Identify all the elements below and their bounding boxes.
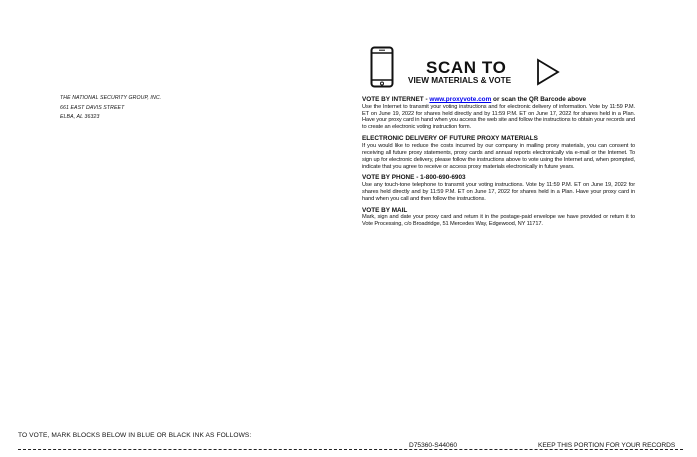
- section-vote-by-internet: [362, 96, 635, 131]
- document-code: D75360-S44060: [409, 442, 458, 449]
- section-heading: VOTE BY PHONE - 1-800-690-6903: [362, 174, 466, 182]
- play-arrow-icon: [536, 58, 560, 86]
- section-vote-by-phone: [362, 174, 635, 202]
- section-heading: ELECTRONIC DELIVERY OF FUTURE PROXY MATERIALS: [362, 135, 538, 143]
- address-line-street: 661 EAST DAVIS STREET: [60, 104, 125, 111]
- proxyvote-link[interactable]: www.proxyvote.com: [429, 96, 492, 103]
- tear-line: [18, 449, 683, 450]
- scan-subtitle: VIEW MATERIALS & VOTE: [408, 76, 512, 85]
- section-text: If you would like to reduce the costs incurred by our company in mailing proxy materials, you can consent to receiving all future proxy statements, proxy cards and annual reports electronically via e-mail or the Internet. To sign up for electronic delivery, please follow the instructions above to vote using the Internet and, when prompted, indicate that you agree to receive or access proxy materials electronically in future years.: [362, 142, 635, 170]
- heading-prefix: VOTE BY INTERNET -: [362, 96, 430, 103]
- section-electronic-delivery: [362, 135, 635, 170]
- company-address: [60, 94, 161, 123]
- smartphone-icon: [370, 46, 394, 88]
- section-heading: VOTE BY MAIL: [362, 206, 408, 214]
- heading-suffix: or scan the QR Barcode above: [491, 96, 587, 103]
- section-text: Mark, sign and date your proxy card and return it in the postage-paid envelope we have provided or return it to Vote Processing, c/o Broadridge, 51 Mercedes Way, Edgewood, NY 11717.: [362, 214, 635, 228]
- section-text: Use any touch-tone telephone to transmit your voting instructions. Vote by 11:59 P.M. ET on June 19, 2022 for shares held directly and by 11:59 P.M. ET on June 17, 2022 for shares held in a Plan. Have your proxy card in hand when you call and then follow the instructions.: [362, 182, 635, 202]
- scan-title: SCAN TO: [426, 58, 507, 77]
- section-heading: [362, 96, 635, 104]
- keep-portion-label: KEEP THIS PORTION FOR YOUR RECORDS: [538, 442, 676, 449]
- voting-instructions: [362, 96, 635, 232]
- scan-to-vote-banner: [370, 46, 560, 92]
- section-text: Use the Internet to transmit your voting instructions and for electronic delivery of information. Vote by 11:59 P.M. ET on June 19, 2022 for shares held directly and by 11:59 P.M. ET on June 17, 2022 for shares held in a Plan. Have your proxy card in hand when you access the web site and follow the instructions to obtain your records and to create an electronic voting instruction form.: [362, 103, 635, 131]
- section-vote-by-mail: [362, 207, 635, 228]
- address-line-city: ELBA, AL 36323: [60, 114, 100, 120]
- address-line-company: THE NATIONAL SECURITY GROUP, INC.: [60, 95, 162, 101]
- marking-instruction: TO VOTE, MARK BLOCKS BELOW IN BLUE OR BLACK INK AS FOLLOWS:: [18, 432, 252, 439]
